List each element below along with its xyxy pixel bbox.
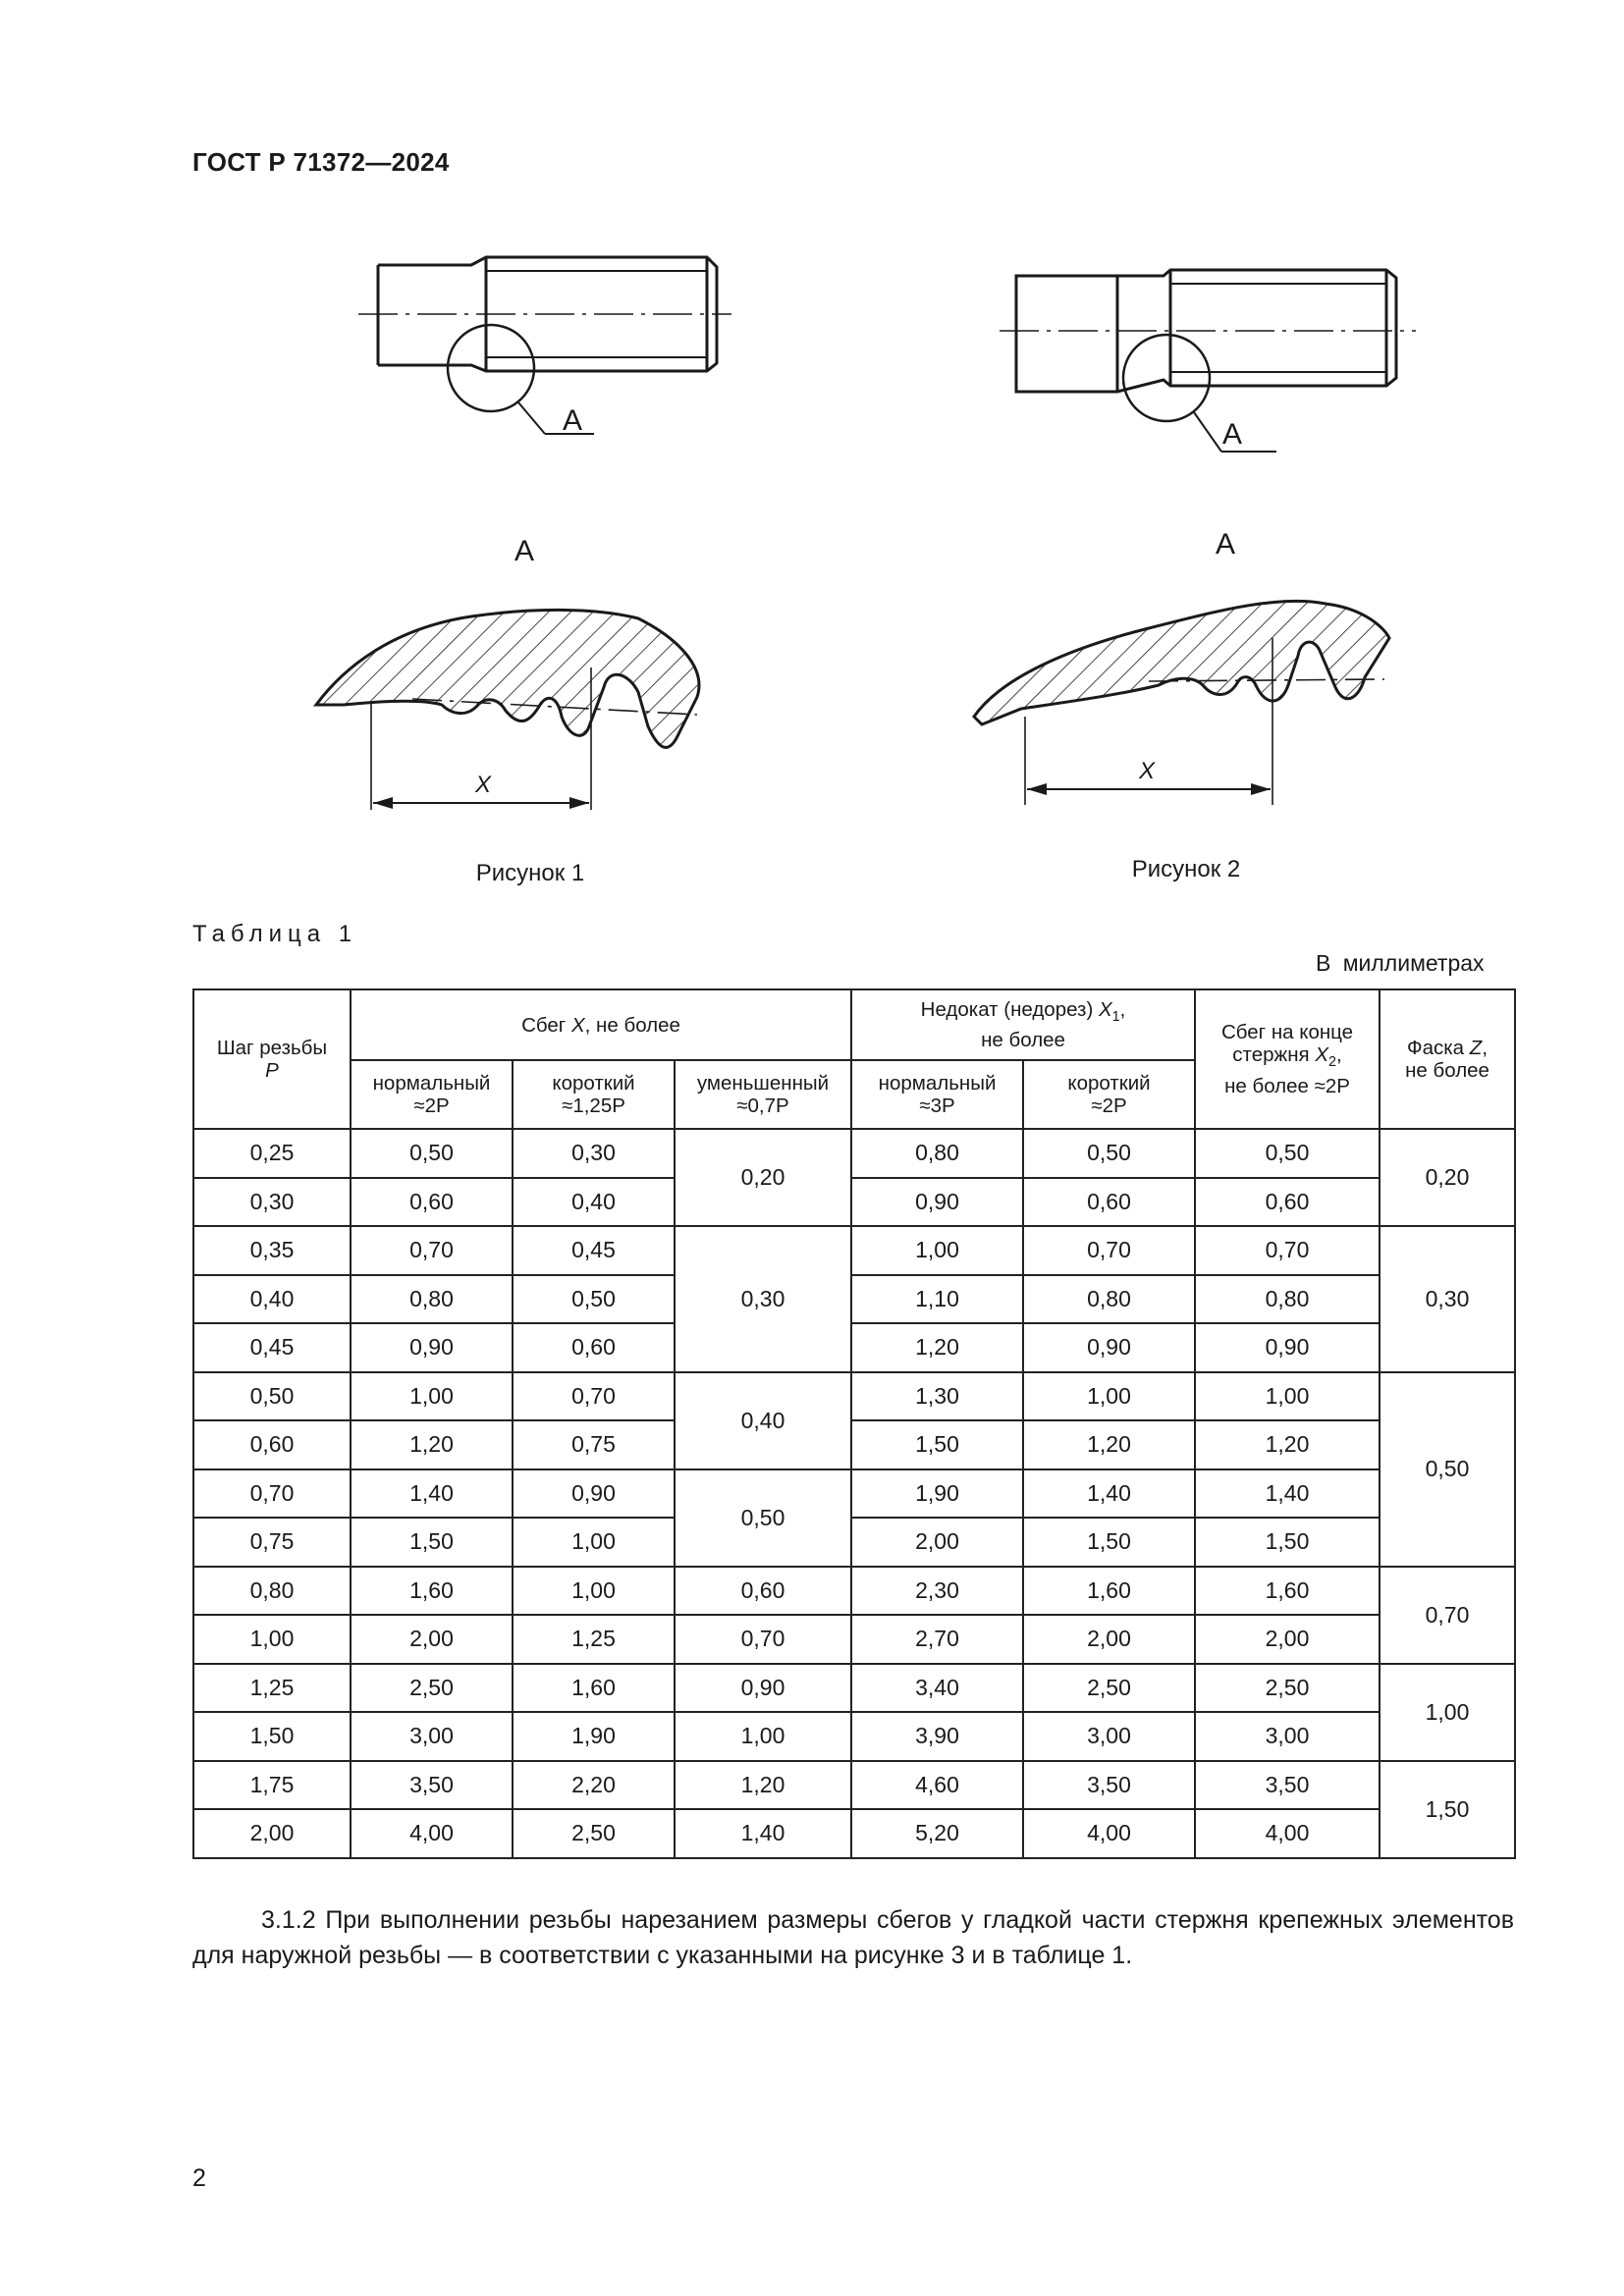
subheader-undercut-short: короткий ≈2P	[1023, 1060, 1195, 1129]
table-row: 0,35 0,70 0,45 0,30 1,00 0,70 0,70 0,30	[193, 1226, 1515, 1275]
table-row: 0,40 0,80 0,50 1,10 0,80 0,80	[193, 1275, 1515, 1324]
header-end-runout: Сбег на конце стержня $X_2$, не более ≈2P	[1195, 989, 1380, 1129]
subheader-short: короткий ≈1,25P	[513, 1060, 675, 1129]
figure-2-dimension-x: X	[1139, 758, 1156, 784]
figure-1-detail-hatched	[304, 589, 717, 825]
thread-runout-table	[192, 988, 1516, 1859]
table-row: 0,60 1,20 0,75 1,50 1,20 1,20	[193, 1420, 1515, 1469]
table-units-note: В миллиметрах	[1316, 950, 1485, 976]
subheader-undercut-normal: нормальный ≈3P	[851, 1060, 1023, 1129]
table-row: 0,75 1,50 1,00 2,00 1,50 1,50	[193, 1518, 1515, 1567]
figure-1-dimension-x: X	[475, 772, 492, 798]
header-runout: Сбег X, не более	[351, 989, 851, 1060]
table-row: 0,70 1,40 0,90 0,50 1,90 1,40 1,40	[193, 1469, 1515, 1519]
table-row: 1,50 3,00 1,90 1,00 3,90 3,00 3,00	[193, 1712, 1515, 1761]
figure-1-caption: Рисунок 1	[475, 860, 585, 886]
page-number: 2	[192, 2164, 206, 2192]
header-pitch: Шаг резьбы P	[193, 989, 351, 1129]
figure-1-view-letter: А	[514, 535, 535, 567]
header-undercut: Недокат (недорез) $X_1$, не более	[851, 989, 1195, 1060]
figure-2-stud-drawing	[992, 260, 1424, 471]
figure-1-bolt-drawing	[344, 245, 736, 452]
figure-2-view-letter: А	[1216, 528, 1236, 561]
subheader-normal: нормальный ≈2P	[351, 1060, 513, 1129]
document-code-header: ГОСТ Р 71372—2024	[192, 147, 450, 177]
table-row: 1,25 2,50 1,60 0,90 3,40 2,50 2,50 1,00	[193, 1664, 1515, 1713]
figure-2-detail-hatched	[952, 579, 1404, 815]
paragraph-3-1-2: 3.1.2 При выполнении резьбы нарезанием размеры сбегов у гладкой части стержня крепежных элементов для наружной резьбы — в соответствии с указанными на рисунке 3 и в таблице 1.	[192, 1906, 1514, 1969]
figure-2-caption: Рисунок 2	[1131, 856, 1241, 882]
table-row: 0,30 0,60 0,40 0,90 0,60 0,60	[193, 1178, 1515, 1227]
figure-2-view-label-top: А	[1222, 418, 1243, 451]
table-row: 1,00 2,00 1,25 0,70 2,70 2,00 2,00	[193, 1615, 1515, 1664]
figure-1-view-label-top: А	[563, 404, 583, 437]
table-caption: Таблица 1	[192, 921, 358, 947]
header-chamfer: Фаска Z, не более	[1380, 989, 1515, 1129]
table-row: 0,25 0,50 0,30 0,20 0,80 0,50 0,50 0,20	[193, 1129, 1515, 1178]
table-row: 0,45 0,90 0,60 1,20 0,90 0,90	[193, 1323, 1515, 1372]
table-row: 1,75 3,50 2,20 1,20 4,60 3,50 3,50 1,50	[193, 1761, 1515, 1810]
subheader-reduced: уменьшенный ≈0,7P	[675, 1060, 851, 1129]
table-row: 2,00 4,00 2,50 1,40 5,20 4,00 4,00	[193, 1809, 1515, 1858]
table-row: 0,80 1,60 1,00 0,60 2,30 1,60 1,60 0,70	[193, 1567, 1515, 1616]
table-row: 0,50 1,00 0,70 0,40 1,30 1,00 1,00 0,50	[193, 1372, 1515, 1421]
